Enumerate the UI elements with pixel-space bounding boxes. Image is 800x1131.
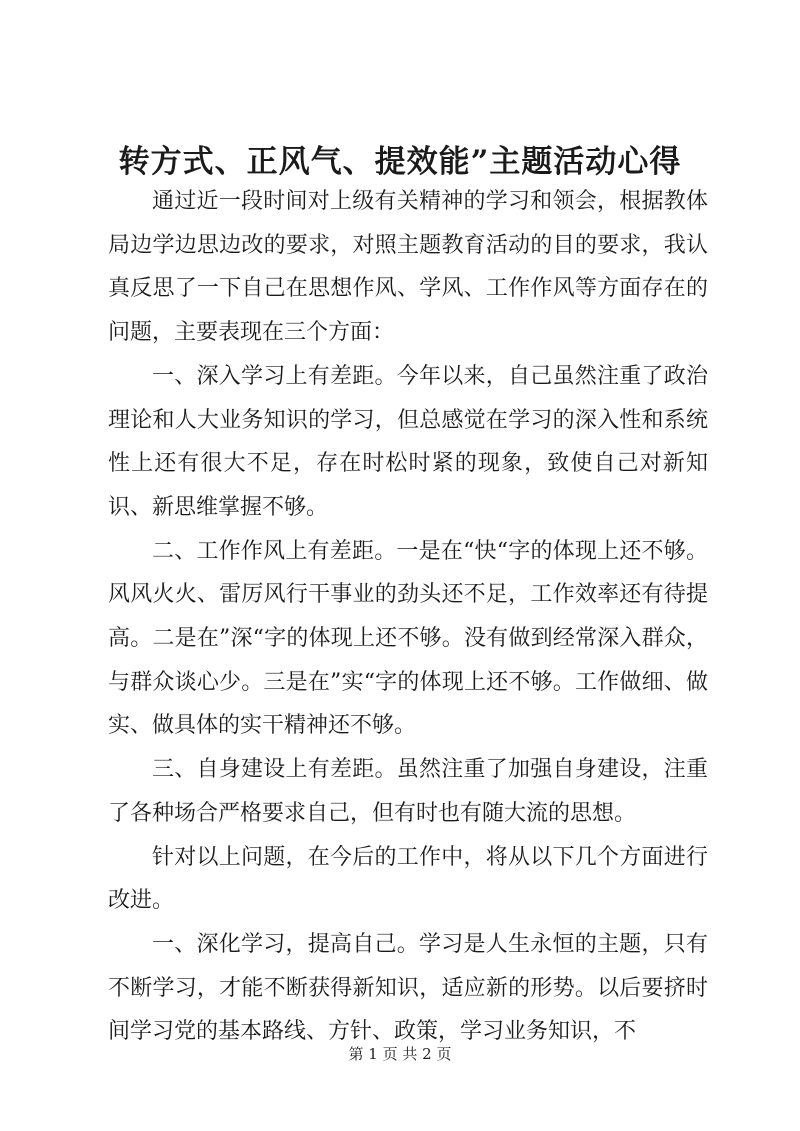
paragraph-study-gap: 一、深入学习上有差距。今年以来，自己虽然注重了政治理论和人大业务知识的学习，但总感觉在学习的深入性和系统性上还有很大不足，存在时松时紧的现象，致使自己对新知识、新思维掌握不够。 — [108, 363, 708, 520]
paragraph-intro: 通过近一段时间对上级有关精神的学习和领会，根据教体局边学边思边改的要求，对照主题教育活动的目的要求，我认真反思了一下自己在思想作风、学风、工作作风等方面存在的问题，主要表现在三个方面： — [108, 189, 708, 346]
paragraph-improvement-intro: 针对以上问题，在今后的工作中，将从以下几个方面进行改进。 — [108, 844, 708, 914]
paragraph-work-style-gap: 二、工作作风上有差距。一是在“快“字的体现上还不够。风风火火、雷厉风行干事业的劲头还不足，工作效率还有待提高。二是在”深“字的体现上还不够。没有做到经常深入群众，与群众谈心少。三是在”实“字的体现上还不够。工作做细、做实、做具体的实干精神还不够。 — [108, 538, 708, 739]
document-body — [108, 180, 708, 1054]
paragraph-deepen-study: 一、深化学习，提高自己。学习是人生永恒的主题，只有不断学习，才能不断获得新知识，适应新的形势。以后要挤时间学习党的基本路线、方针、政策，学习业务知识，不 — [108, 931, 708, 1045]
paragraph-self-building-gap: 三、自身建设上有差距。虽然注重了加强自身建设，注重了各种场合严格要求自己，但有时也有随大流的思想。 — [108, 757, 708, 826]
page-title: 转方式、正风气、提效能”主题活动心得 — [118, 144, 682, 180]
page-number-footer: 第 1 页 共 2 页 — [348, 1045, 452, 1063]
